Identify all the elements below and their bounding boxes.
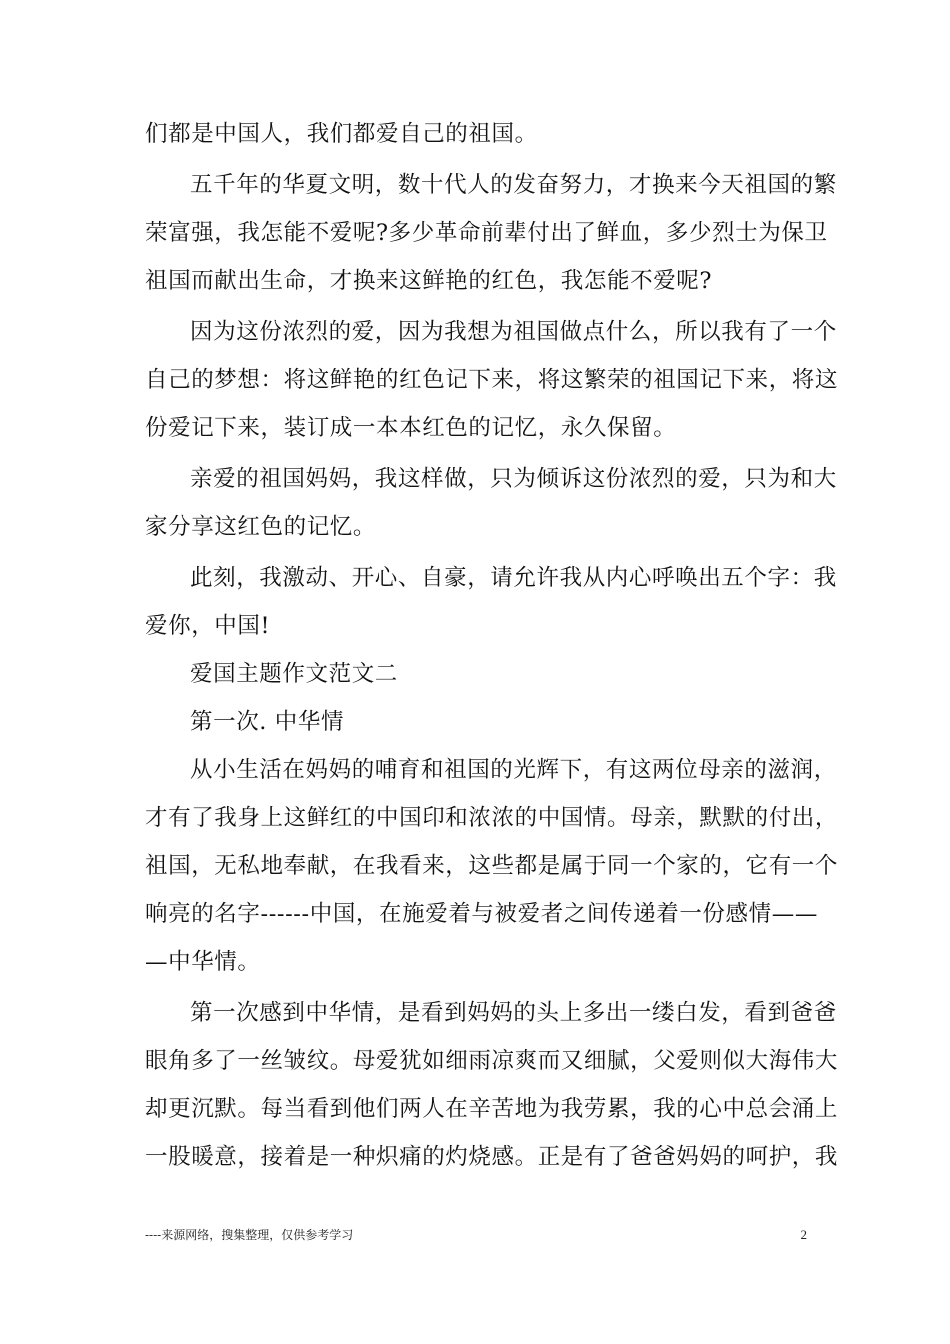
text-line: 五千年的华夏文明，数十代人的发奋努力，才换来今天祖国的繁 — [190, 172, 837, 198]
text-line: 从小生活在妈妈的哺育和祖国的光辉下，有这两位母亲的滋润， — [190, 757, 837, 783]
text-line: 荣富强，我怎能不爱呢?多少革命前辈付出了鲜血，多少烈士为保卫 — [145, 220, 828, 246]
page-number: 2 — [800, 1227, 807, 1242]
text-line: 家分享这红色的记忆。 — [145, 514, 377, 540]
text-line: 眼角多了一丝皱纹。母爱犹如细雨凉爽而又细腻，父爱则似大海伟大 — [145, 1048, 839, 1074]
subsection-heading: 第一次. 中华情 — [190, 709, 345, 735]
text-line: 才有了我身上这鲜红的中国印和浓浓的中国情。母亲，默默的付出， — [145, 805, 839, 831]
text-line: —中华情。 — [145, 949, 261, 975]
page-footer — [145, 1225, 807, 1245]
text-line: 第一次感到中华情，是看到妈妈的头上多出一缕白发，看到爸爸 — [190, 1000, 837, 1026]
text-line: 爱你，中国! — [145, 613, 271, 639]
text-line: 祖国，无私地奉献，在我看来，这些都是属于同一个家的，它有一个 — [145, 853, 839, 879]
document-body — [145, 110, 839, 1181]
footer-source-text: ----来源网络，搜集整理，仅供参考学习 — [145, 1228, 354, 1242]
text-line: 却更沉默。每当看到他们两人在辛苦地为我劳累，我的心中总会涌上 — [145, 1096, 839, 1122]
text-line: 因为这份浓烈的爱，因为我想为祖国做点什么，所以我有了一个 — [190, 319, 837, 345]
text-line: 自己的梦想：将这鲜艳的红色记下来，将这繁荣的祖国记下来，将这 — [145, 367, 839, 393]
text-line: 份爱记下来，装订成一本本红色的记忆，永久保留。 — [145, 415, 677, 441]
text-line: 一股暖意，接着是一种炽痛的灼烧感。正是有了爸爸妈妈的呵护，我 — [145, 1144, 839, 1170]
text-line: 们都是中国人，我们都爱自己的祖国。 — [145, 121, 538, 147]
text-line: 此刻，我激动、开心、自豪，请允许我从内心呼唤出五个字：我 — [190, 565, 837, 591]
text-line: 响亮的名字------中国，在施爱着与被爱者之间传递着一份感情—— — [145, 901, 818, 927]
section-heading: 爱国主题作文范文二 — [190, 661, 398, 687]
text-line: 祖国而献出生命，才换来这鲜艳的红色，我怎能不爱呢? — [145, 268, 713, 294]
text-line: 亲爱的祖国妈妈，我这样做，只为倾诉这份浓烈的爱，只为和大 — [190, 466, 837, 492]
